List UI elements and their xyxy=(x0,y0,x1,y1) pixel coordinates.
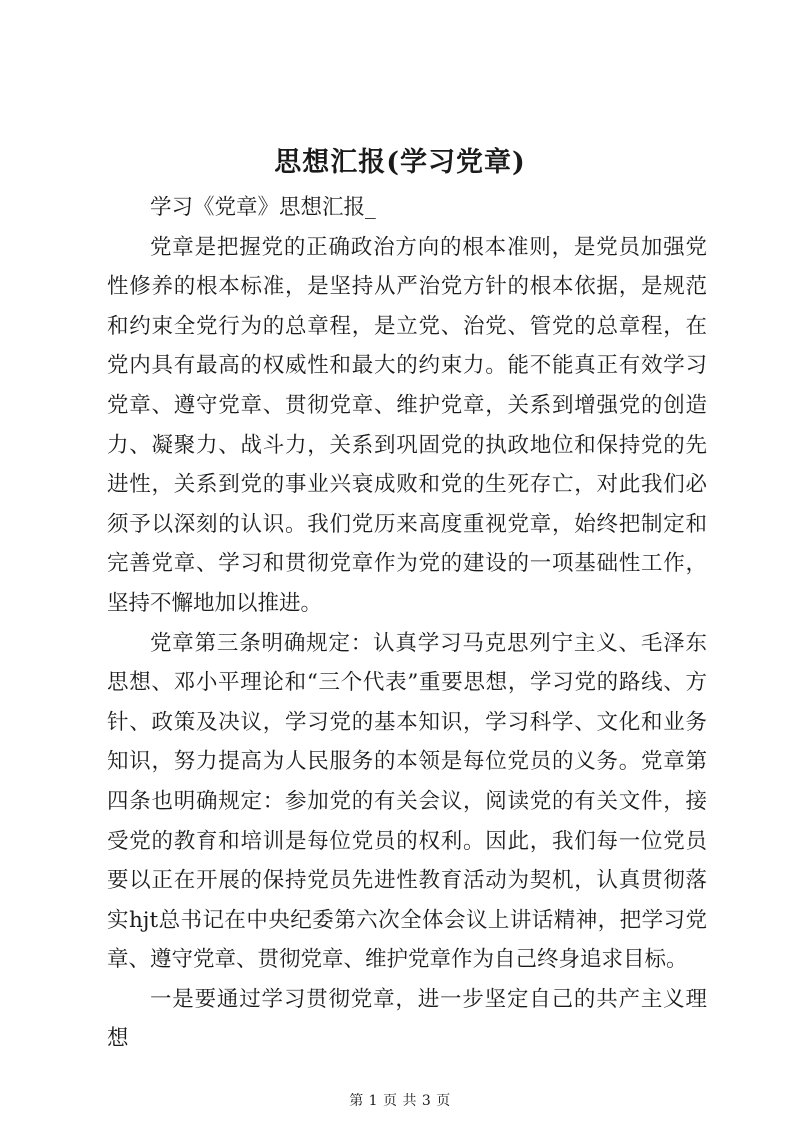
paragraph-3: 一是要通过学习贯彻党章，进一步坚定自己的共产主义理想 xyxy=(107,986,707,1052)
page-footer: 第 1 页 共 3 页 xyxy=(349,1093,451,1109)
document-title: 思想汇报(学习党章) xyxy=(274,147,526,178)
paragraph-2: 党章第三条明确规定：认真学习马克思列宁主义、毛泽东思想、邓小平理论和“三个代表”重要思想，学习党的路线、方针、政策及决议，学习党的基本知识，学习科学、文化和业务知识，努力提高为人民服务的本领是每位党员的义务。党章第四条也明确规定：参加党的有关会议，阅读党的有关文件，接受党的教育和培训是每位党员的权利。因此，我们每一位党员要以正在开展的保持党员先进性教育活动为契机，认真贯彻落实hjt总书记在中央纪委第六次全体会议上讲话精神，把学习党章、遵守党章、贯彻党章、维护党章作为自己终身追求目标。 xyxy=(107,630,707,973)
document-subtitle: 学习《党章》思想汇报_ xyxy=(150,195,376,220)
paragraph-1: 党章是把握党的正确政治方向的根本准则，是党员加强党性修养的根本标准，是坚持从严治党方针的根本依据，是规范和约束全党行为的总章程，是立党、治党、管党的总章程，在党内具有最高的权威性和最大的约束力。能不能真正有效学习党章、遵守党章、贯彻党章、维护党章，关系到增强党的创造力、凝聚力、战斗力，关系到巩固党的执政地位和保持党的先进性，关系到党的事业兴衰成败和党的生死存亡，对此我们必须予以深刻的认识。我们党历来高度重视党章，始终把制定和完善党章、学习和贯彻党章作为党的建设的一项基础性工作，坚持不懈地加以推进。 xyxy=(107,234,707,616)
document-body xyxy=(107,188,707,1059)
